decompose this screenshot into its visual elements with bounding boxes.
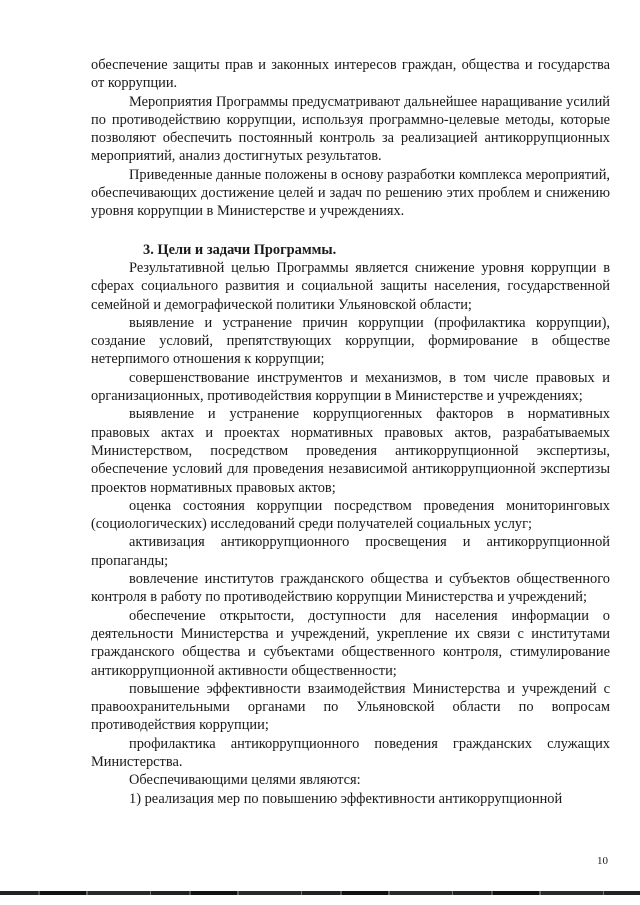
paragraph: 1) реализация мер по повышению эффективности антикоррупционной <box>129 790 563 807</box>
paragraph: обеспечение защиты прав и законных интересов граждан, общества и государства от коррупции. <box>91 57 610 92</box>
paragraph: Приведенные данные положены в основу разработки комплекса мероприятий, обеспечивающих достижение целей и задач по решению этих проблем и снижению уровня коррупции в Министерстве и учреждениях. <box>91 166 610 220</box>
paragraph: совершенствование инструментов и механизмов, в том числе правовых и организационных, противодействия коррупции в Министерстве и учреждениях; <box>91 369 610 405</box>
paragraph: вовлечение институтов гражданского общества и субъектов общественного контроля в работу по противодействию коррупции Министерства и учреждений; <box>91 571 610 606</box>
document-body <box>91 56 610 808</box>
paragraph: Мероприятия Программы предусматривают дальнейшее наращивание усилий по противодействию коррупции, используя программно-целевые методы, которые позволяют обеспечить постоянный контроль за реализацией антикоррупционных мероприятий, анализ достигнутых результатов. <box>91 93 610 165</box>
scan-edge-line <box>0 891 640 895</box>
paragraph: активизация антикоррупционного просвещения и антикоррупционной пропаганды; <box>91 534 610 569</box>
paragraph: выявление и устранение коррупциогенных факторов в нормативных правовых актах и проектах нормативных правовых актов, разрабатываемых Министерством, посредством проведения антикоррупционной экспертизы, обеспечение условий для проведения независимой антикоррупционной экспертизы проектов нормативных правовых актов; <box>91 406 610 496</box>
paragraph: Обеспечивающими целями являются: <box>129 772 361 789</box>
paragraph: выявление и устранение причин коррупции (профилактика коррупции), создание условий, препятствующих коррупции, формирование в обществе нетерпимого отношения к коррупции; <box>91 314 610 368</box>
paragraph: Результативной целью Программы является снижение уровня коррупции в сферах социального развития и социальной защиты населения, государственной семейной и демографической политики Ульяновской области; <box>91 259 610 313</box>
paragraph: профилактика антикоррупционного поведения гражданских служащих Министерства. <box>91 735 610 770</box>
section-heading: 3. Цели и задачи Программы. <box>143 241 337 258</box>
paragraph: обеспечение открытости, доступности для населения информации о деятельности Министерства и учреждений, укрепление их связи с институтами гражданского общества и субъектами общественного контроля, стимулирование антикоррупционной активности общественности; <box>91 607 610 679</box>
scan-edge <box>0 881 640 905</box>
paragraph: оценка состояния коррупции посредством проведения мониторинговых (социологических) исследований среди получателей социальных услуг; <box>91 497 610 533</box>
page-number: 10 <box>597 855 608 867</box>
paragraph: повышение эффективности взаимодействия Министерства и учреждений с правоохранительными органами по Ульяновской области по вопросам противодействия коррупции; <box>91 680 610 734</box>
